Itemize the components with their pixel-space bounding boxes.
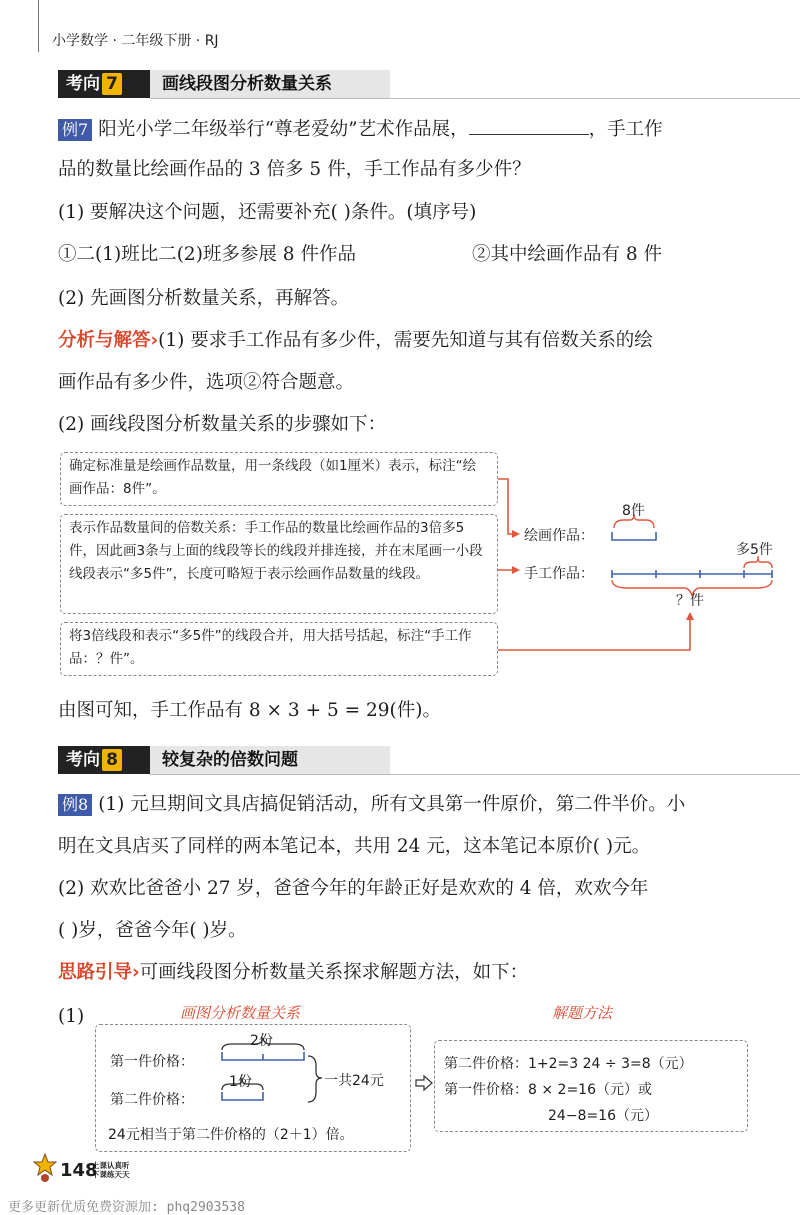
step-box-1: 确定标准量是绘画作品数量，用一条线段（如1厘米）表示，标注“绘画作品：8件”。	[60, 452, 498, 506]
example8-line4: ( )岁，爸爸今年( )岁。	[58, 920, 247, 941]
example8-line2: 明在文具店买了同样的两本笔记本，共用 24 元，这本笔记本原价( )元。	[58, 836, 651, 857]
label-2-parts: 2份	[250, 1033, 273, 1049]
example7-line2: 品的数量比绘画作品的 3 倍多 5 件，手工作品有多少件？	[58, 159, 531, 180]
price-first-label: 第一件价格：	[110, 1054, 194, 1070]
example-label: 例8	[58, 794, 92, 816]
section-title: 画线段图分析数量关系	[150, 70, 390, 98]
part-1-label: (1)	[58, 1006, 85, 1027]
option-1: ①二(1)班比二(2)班多参展 8 件作品	[58, 244, 356, 265]
label-handcraft: 手工作品：	[524, 566, 594, 582]
step-box-3: 将3倍线段和表示“多5件”的线段合并，用大括号括起，标注“手工作品：？件”。	[60, 622, 498, 676]
example8-line1: 例8 (1) 元旦期间文具店搞促销活动，所有文具第一件原价，第二件半价。小	[58, 792, 685, 818]
step-box-2: 表示作品数量间的倍数关系：手工作品的数量比绘画作品的3倍多5件，因此画3条与上面的线段等长的线段并排连接，并在末尾画一小段线段表示“多5件”，长度可略短于表示绘画作品数量的线段。	[60, 514, 498, 614]
label-plus-5: 多5件	[736, 542, 773, 558]
analysis-line1: 分析与解答›(1) 要求手工作品有多少件，需要先知道与其有倍数关系的绘	[58, 330, 653, 351]
connector-3	[498, 618, 690, 650]
diagram-title: 画图分析数量关系	[180, 1004, 301, 1022]
segment-painting	[612, 532, 656, 540]
method-line2: 第一件价格：8 × 2=16（元）或	[444, 1082, 652, 1098]
analysis-tag: 分析与解答›	[58, 330, 159, 351]
label-total-24: 一共24元	[324, 1073, 384, 1089]
price-second-label: 第二件价格：	[110, 1092, 194, 1108]
example7-line1: 例7 阳光小学二年级举行“尊老爱幼”艺术作品展， ，手工作	[58, 116, 663, 143]
question-1: (1) 要解决这个问题，还需要补充( )条件。(填序号)	[58, 202, 477, 223]
question-2: (2) 先画图分析数量关系，再解答。	[58, 288, 350, 309]
fill-blank	[469, 116, 589, 135]
label-8-pieces: 8件	[622, 503, 645, 519]
segment-second-price	[222, 1092, 263, 1100]
page-number: 148	[60, 1160, 98, 1181]
slogan: 上课认真听 下课练天天	[92, 1161, 130, 1179]
hint-tag: 思路引导›	[58, 962, 140, 983]
method-title: 解题方法	[552, 1004, 613, 1022]
connector-1	[498, 479, 516, 534]
hint-line: 思路引导›可画线段图分析数量关系探求解题方法，如下：	[58, 962, 529, 983]
segment-first-price	[222, 1052, 304, 1060]
footer-note: 更多更新优质免费资源加: phq2903538	[8, 1200, 245, 1215]
option-2: ②其中绘画作品有 8 件	[472, 244, 663, 265]
section-tag: 考向	[66, 750, 100, 770]
label-1-part: 1份	[229, 1074, 252, 1090]
label-unknown: ？件	[676, 593, 704, 609]
section-tag: 考向	[66, 74, 100, 94]
example-label: 例7	[58, 119, 92, 141]
method-line1: 第二件价格：1+2=3 24 ÷ 3=8（元）	[444, 1056, 693, 1072]
segment-diagram-7	[0, 440, 800, 690]
label-painting: 绘画作品：	[524, 528, 594, 544]
equivalence-note: 24元相当于第二件价格的（2＋1）倍。	[108, 1127, 354, 1143]
arrow-right-icon	[416, 1076, 432, 1090]
section-banner-8	[58, 746, 358, 774]
example8-line3: (2) 欢欢比爸爸小 27 岁，爸爸今年的年龄正好是欢欢的 4 倍，欢欢今年	[58, 878, 649, 899]
section-number: 7	[102, 73, 122, 95]
section-number: 8	[102, 749, 122, 771]
section-title: 较复杂的倍数问题	[150, 746, 390, 774]
header-title: 小学数学 · 二年级下册 · RJ	[52, 33, 219, 49]
analysis-line2: 画作品有多少件，选项②符合题意。	[58, 372, 355, 393]
method-line3: 24−8=16（元）	[548, 1108, 658, 1124]
brace-total	[308, 1056, 322, 1102]
header-divider	[38, 0, 39, 52]
analysis-line3: (2) 画线段图分析数量关系的步骤如下：	[58, 414, 387, 435]
conclusion: 由图可知，手工作品有 8 × 3 + 5 = 29(件)。	[58, 700, 441, 721]
mascot-icon	[32, 1152, 58, 1184]
section-banner-7	[58, 70, 358, 98]
